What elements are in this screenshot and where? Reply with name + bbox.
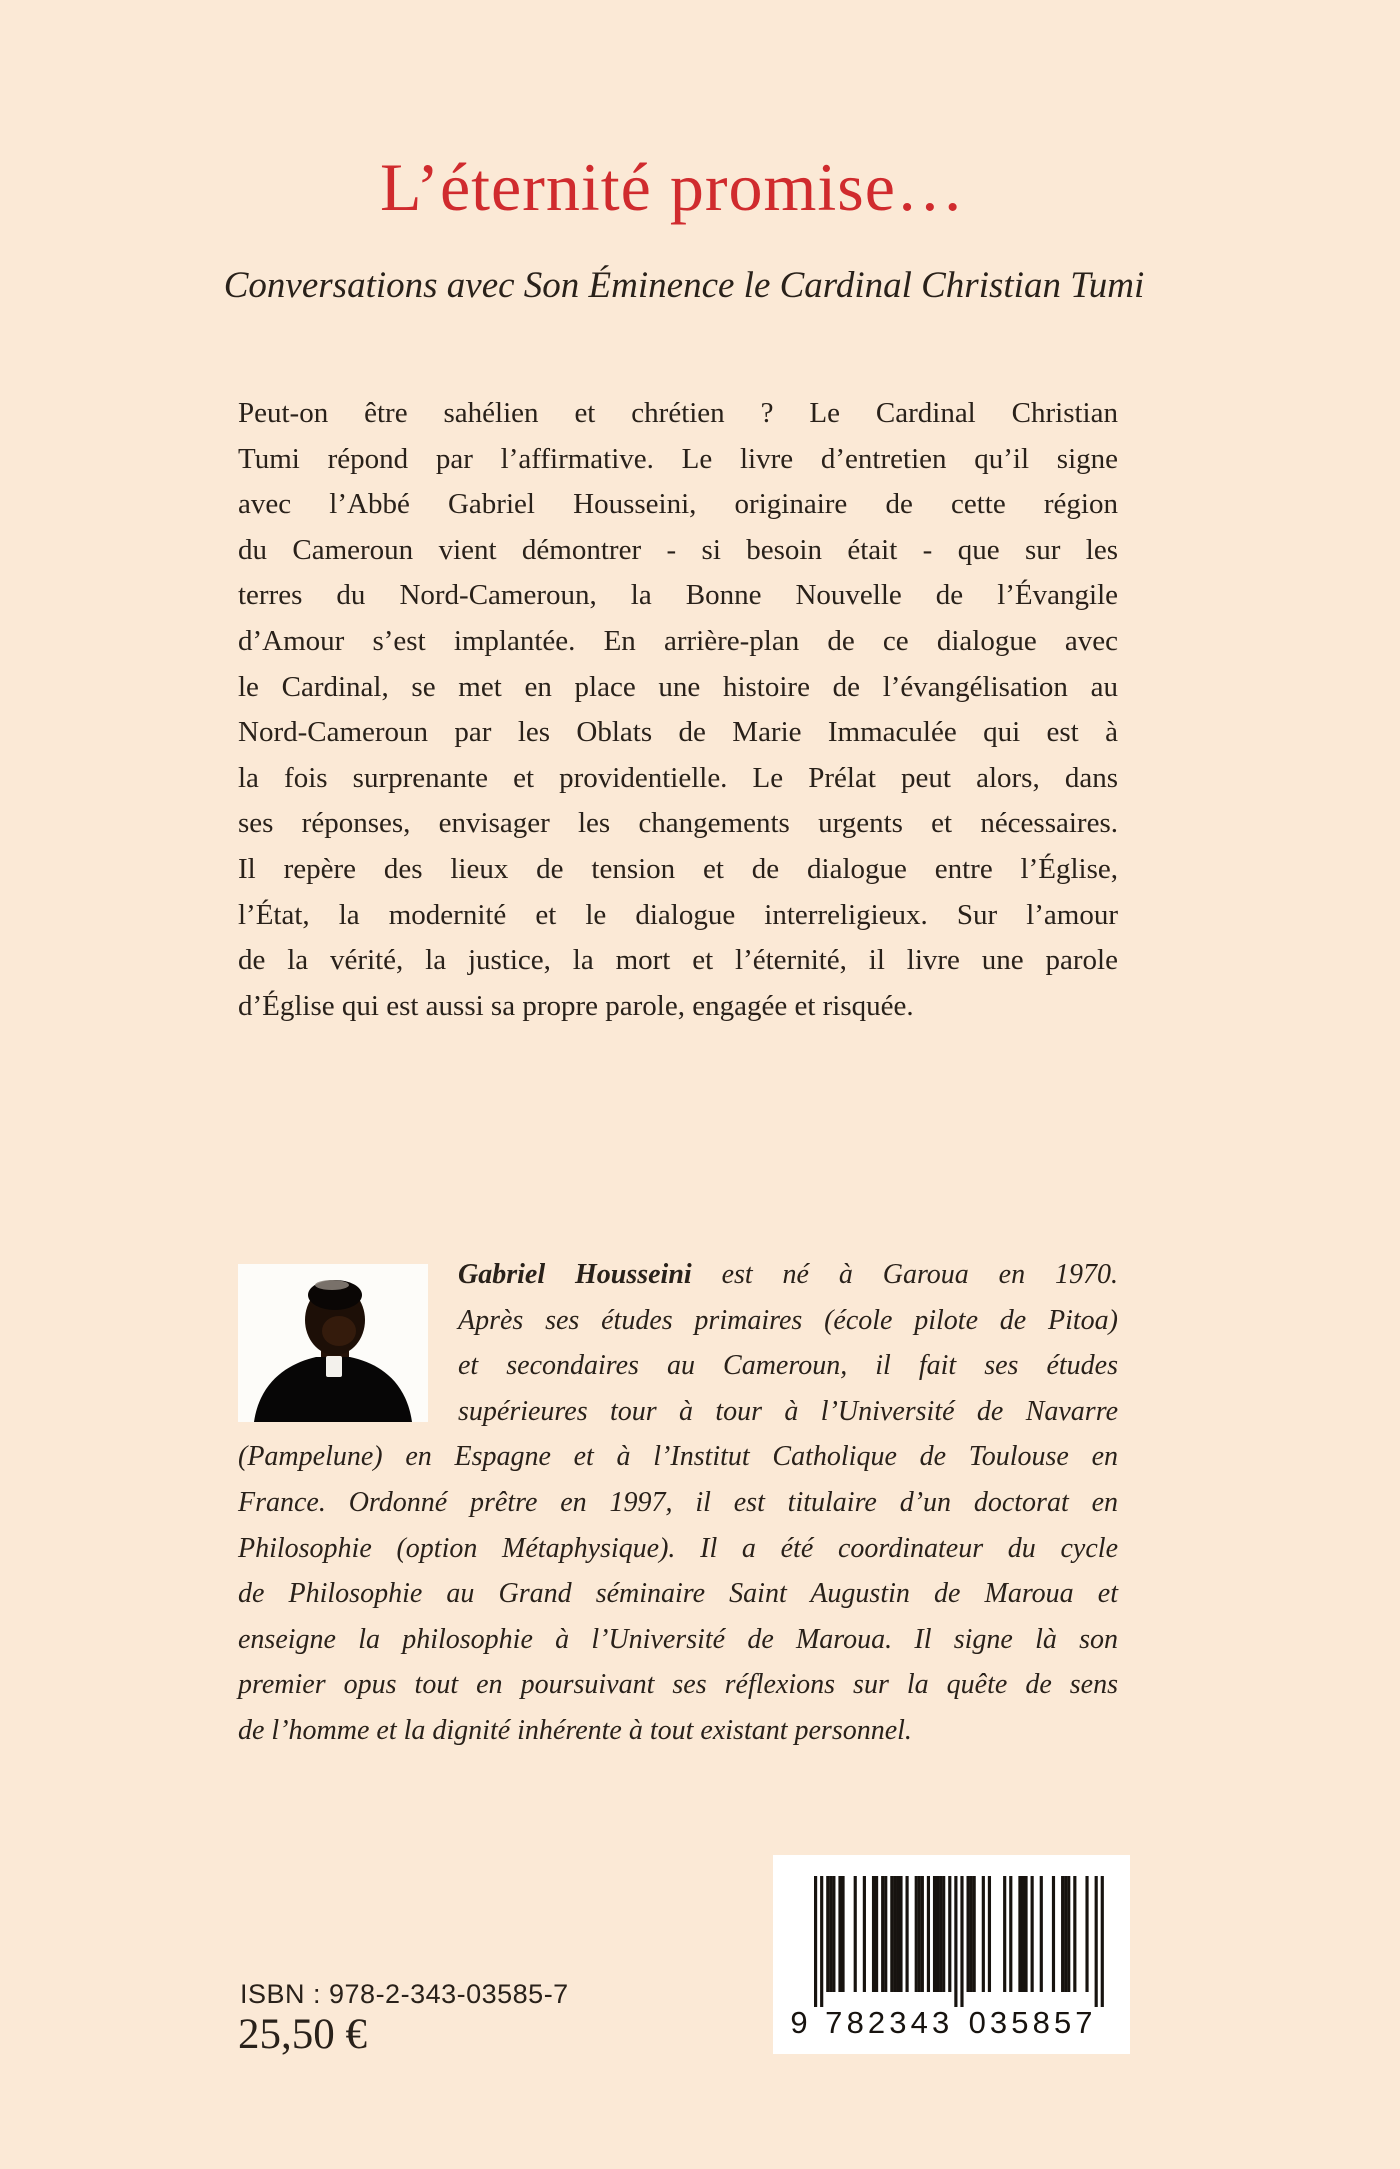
barcode-bar — [906, 1876, 909, 1992]
barcode-bar — [875, 1876, 878, 1992]
isbn-text: ISBN : 978-2-343-03585-7 — [240, 1979, 569, 2009]
barcode-bar — [933, 1876, 936, 1992]
barcode-digit: 3 — [931, 2005, 950, 2040]
barcode-bar — [918, 1876, 921, 1992]
barcode-digit: 8 — [846, 2005, 864, 2040]
barcode-bar — [890, 1876, 893, 1992]
author-name: Gabriel Housseini — [458, 1259, 692, 1290]
barcode-bar — [1067, 1876, 1070, 1992]
barcode-bar — [1021, 1876, 1024, 1992]
barcode-bar — [826, 1876, 829, 1992]
synopsis-line: d’Église qui est aussi sa propre parole, engagée et risquée. — [238, 989, 914, 1022]
synopsis-line: la fois surprenante et providentielle. Le Prélat peut alors, dans — [238, 761, 1118, 794]
photo-hair-grey — [315, 1280, 349, 1290]
barcode-bar — [893, 1876, 896, 1992]
barcode-digit: 4 — [910, 2005, 928, 2040]
barcode-bar — [915, 1876, 918, 1992]
barcode-bar — [982, 1876, 985, 1992]
bio-line: (Pampelune) en Espagne et à l’Institut Catholique de Toulouse en — [238, 1441, 1118, 1473]
author-portrait-photo — [238, 1264, 428, 1422]
barcode-bar — [1052, 1876, 1055, 1992]
barcode-digit: 5 — [1011, 2005, 1029, 2040]
synopsis-line: d’Amour s’est implantée. En arrière-plan de ce dialogue avec — [238, 624, 1118, 657]
synopsis-line: avec l’Abbé Gabriel Housseini, originaire de cette région — [238, 488, 1118, 521]
bio-line: de Philosophie au Grand séminaire Saint Augustin de Maroua et — [238, 1578, 1118, 1610]
photo-clerical-collar — [326, 1356, 342, 1377]
barcode-bar — [939, 1876, 942, 1992]
synopsis-line: ses réponses, envisager les changements urgents et nécessaires. — [238, 807, 1118, 840]
barcode-bar — [927, 1876, 930, 1992]
barcode-digit: 9 — [790, 2005, 808, 2040]
barcode-bar — [988, 1876, 991, 1992]
barcode-bar — [863, 1876, 866, 1992]
barcode-digit: 3 — [989, 2005, 1008, 2040]
synopsis-line: Il repère des lieux de tension et de dialogue entre l’Église, — [238, 852, 1118, 885]
bio-line: premier opus tout en poursuivant ses réflexions sur la quête de sens — [238, 1669, 1118, 1701]
barcode-bar — [884, 1876, 887, 1992]
barcode-bar — [838, 1876, 841, 1992]
book-subtitle: Conversations avec Son Éminence le Cardinal Christian Tumi — [223, 265, 1145, 306]
price-text: 25,50 € — [238, 2011, 367, 2058]
barcode-svg — [773, 1855, 1130, 2054]
barcode-bar — [881, 1876, 884, 1992]
barcode-bar — [1024, 1876, 1027, 1992]
barcode-bar — [1095, 1876, 1098, 2007]
barcode-bar — [948, 1876, 951, 1992]
barcode-digit: 7 — [825, 2005, 843, 2040]
bio-line: enseigne la philosophie à l’Université de Maroua. Il signe là son — [238, 1623, 1118, 1655]
book-title: L’éternité promise… — [380, 149, 965, 225]
barcode-bar — [899, 1876, 902, 1992]
barcode-digit: 0 — [968, 2005, 986, 2040]
bio-line: Après ses études primaires (école pilote de Pitoa) — [458, 1304, 1118, 1336]
barcode-bar — [1003, 1876, 1006, 1992]
bio-line: supérieures tour à tour à l’Université de Navarre — [458, 1395, 1118, 1427]
barcode-bar — [1073, 1876, 1076, 1992]
synopsis-line: le Cardinal, se met en place une histoire de l’évangélisation au — [238, 670, 1118, 703]
barcode-bar — [814, 1876, 817, 2007]
barcode-digit: 5 — [1053, 2005, 1072, 2040]
barcode-bar — [872, 1876, 875, 1992]
barcode-bar — [1101, 1876, 1104, 2007]
barcode-bar — [954, 1876, 957, 2007]
barcode-digit: 3 — [889, 2005, 907, 2040]
barcode-bar — [936, 1876, 939, 1992]
barcode-bar — [967, 1876, 970, 1992]
barcode-digit: 2 — [867, 2005, 886, 2040]
barcode-bar — [960, 1876, 963, 2007]
photo-face — [322, 1316, 356, 1346]
barcode-bar — [973, 1876, 976, 1992]
synopsis-line: l’État, la modernité et le dialogue interreligieux. Sur l’amour — [238, 898, 1118, 931]
barcode-digit: 8 — [1032, 2005, 1050, 2040]
barcode-bar — [1040, 1876, 1043, 1992]
synopsis-line: Peut-on être sahélien et chrétien ? Le Cardinal Christian — [238, 397, 1118, 429]
bio-wrapped-block — [458, 1252, 1118, 1434]
synopsis-line: Nord-Cameroun par les Oblats de Marie Immaculée qui est à — [238, 716, 1118, 749]
barcode-bar — [896, 1876, 899, 1992]
synopsis-line: de la vérité, la justice, la mort et l’éternité, il livre une parole — [238, 944, 1118, 977]
author-bio — [238, 1252, 1118, 1754]
bio-line: et secondaires au Cameroun, il fait ses études — [458, 1350, 1118, 1382]
barcode-bar — [1031, 1876, 1034, 1992]
barcode-bar — [1085, 1876, 1088, 1992]
bio-line — [458, 1252, 1118, 1298]
bio-line-text: est né à Garoua en 1970. — [691, 1259, 1118, 1290]
barcode-bar — [1064, 1876, 1067, 1992]
barcode-bar — [829, 1876, 832, 1992]
synopsis-paragraph — [238, 391, 1118, 1029]
synopsis-line: terres du Nord-Cameroun, la Bonne Nouvelle de l’Évangile — [238, 579, 1118, 612]
barcode-bar — [1061, 1876, 1064, 1992]
barcode-bar — [854, 1876, 857, 1992]
barcode-bar — [820, 1876, 823, 2007]
barcode — [773, 1855, 1130, 2054]
barcode-bar — [942, 1876, 945, 1992]
barcode-bar — [921, 1876, 924, 1992]
barcode-bar — [1018, 1876, 1021, 1992]
barcode-digit: 7 — [1075, 2005, 1093, 2040]
bio-line: France. Ordonné prêtre en 1997, il est titulaire d’un doctorat en — [238, 1486, 1118, 1518]
barcode-bar — [1009, 1876, 1012, 1992]
barcode-bar — [841, 1876, 844, 1992]
bio-line: Philosophie (option Métaphysique). Il a été coordinateur du cycle — [238, 1532, 1118, 1564]
bio-line: de l’homme et la dignité inhérente à tout existant personnel. — [238, 1714, 912, 1746]
synopsis-line: Tumi répond par l’affirmative. Le livre d’entretien qu’il signe — [238, 442, 1118, 475]
synopsis-line: du Cameroun vient démontrer - si besoin était - que sur les — [238, 533, 1118, 566]
barcode-bar — [970, 1876, 973, 1992]
barcode-bar — [832, 1876, 835, 1992]
